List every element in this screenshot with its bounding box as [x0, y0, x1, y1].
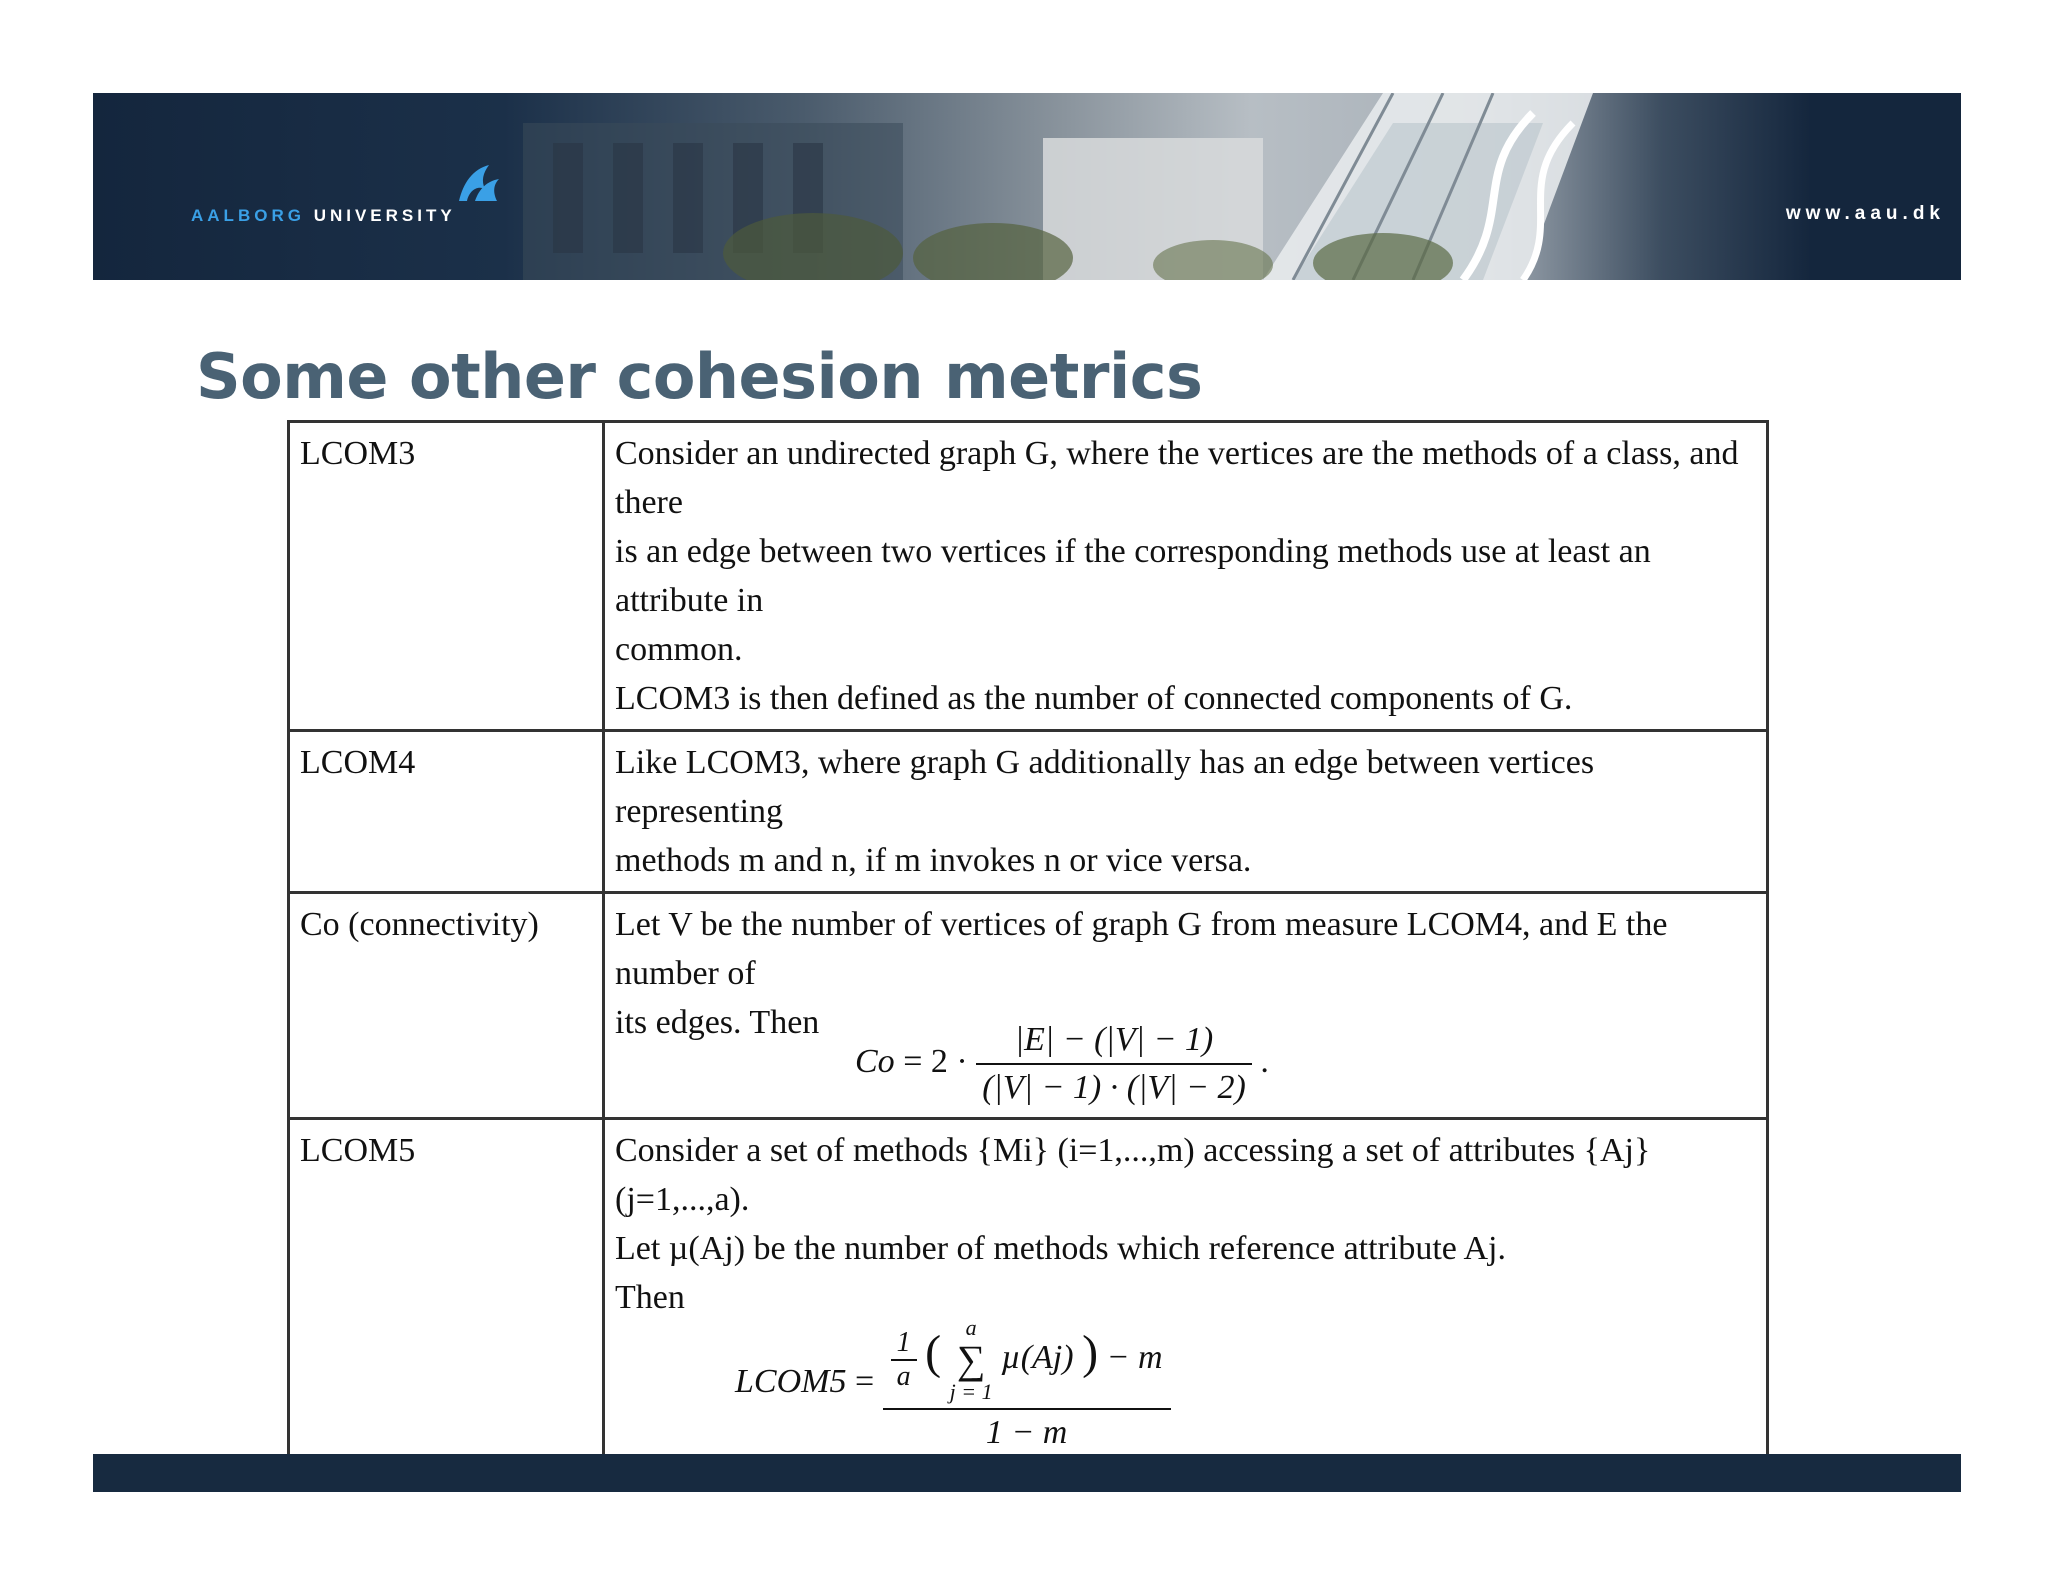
- footer-bar: [93, 1454, 1961, 1492]
- table-row: [289, 731, 1768, 893]
- metric-description: Consider a set of methods {Mi} (i=1,...,m) accessing a set of attributes {Aj} (j=1,...,a). Let µ(Aj) be the number of methods which reference attribute Aj. Then LCOM5 = $\frac{1}{a}$ ( a ∑ j = 1 µ(Aj) ) − m 1 − m: [604, 1119, 1768, 1482]
- co-fraction: $\frac{|E| - (|V| - 1)}{(|V| - 1) \cdot (|V| - 2)}$: [976, 1017, 1252, 1111]
- university-name: AALBORG UNIVERSITY: [191, 206, 456, 225]
- metric-name: LCOM4: [289, 731, 604, 893]
- website-link[interactable]: www.aau.dk: [1785, 203, 1945, 224]
- metric-name: LCOM5: [289, 1119, 604, 1482]
- metric-name: Co (connectivity): [289, 893, 604, 1119]
- table-row: [289, 893, 1768, 1119]
- metrics-table: [287, 420, 1769, 1483]
- aau-logo-icon: [455, 163, 503, 203]
- table-row: [289, 422, 1768, 731]
- metric-name: LCOM3: [289, 422, 604, 731]
- campus-building-photo: [93, 93, 1961, 280]
- metric-description: Let V be the number of vertices of graph G from measure LCOM4, and E the number of its edges. Then Co = 2 · $\frac{|E| - (|V| - 1)}{(|V| - 1) \cdot (|V| - 2)}$ .: [604, 893, 1768, 1119]
- lcom5-formula: LCOM5 = $\frac{1}{a}$ ( a ∑ j = 1 µ(Aj) ) − m 1 − m: [735, 1312, 1756, 1456]
- slide-title: Some other cohesion metrics: [196, 340, 1203, 413]
- co-formula: Co = 2 · $\frac{|E| - (|V| - 1)}{(|V| - 1) \cdot (|V| - 2)}$ .: [855, 1017, 1756, 1111]
- metric-description: Like LCOM3, where graph G additionally has an edge between vertices representing methods m and n, if m invokes n or vice versa.: [604, 731, 1768, 893]
- table-row: [289, 1119, 1768, 1482]
- metric-description: Consider an undirected graph G, where the vertices are the methods of a class, and there is an edge between two vertices if the corresponding methods use at least an attribute in common. LCOM3 is then defined as the number of connected components of G.: [604, 422, 1768, 731]
- lcom5-fraction: $\frac{1}{a}$ ( a ∑ j = 1 µ(Aj) ) − m 1 − m: [883, 1312, 1171, 1456]
- header-banner: [93, 93, 1961, 280]
